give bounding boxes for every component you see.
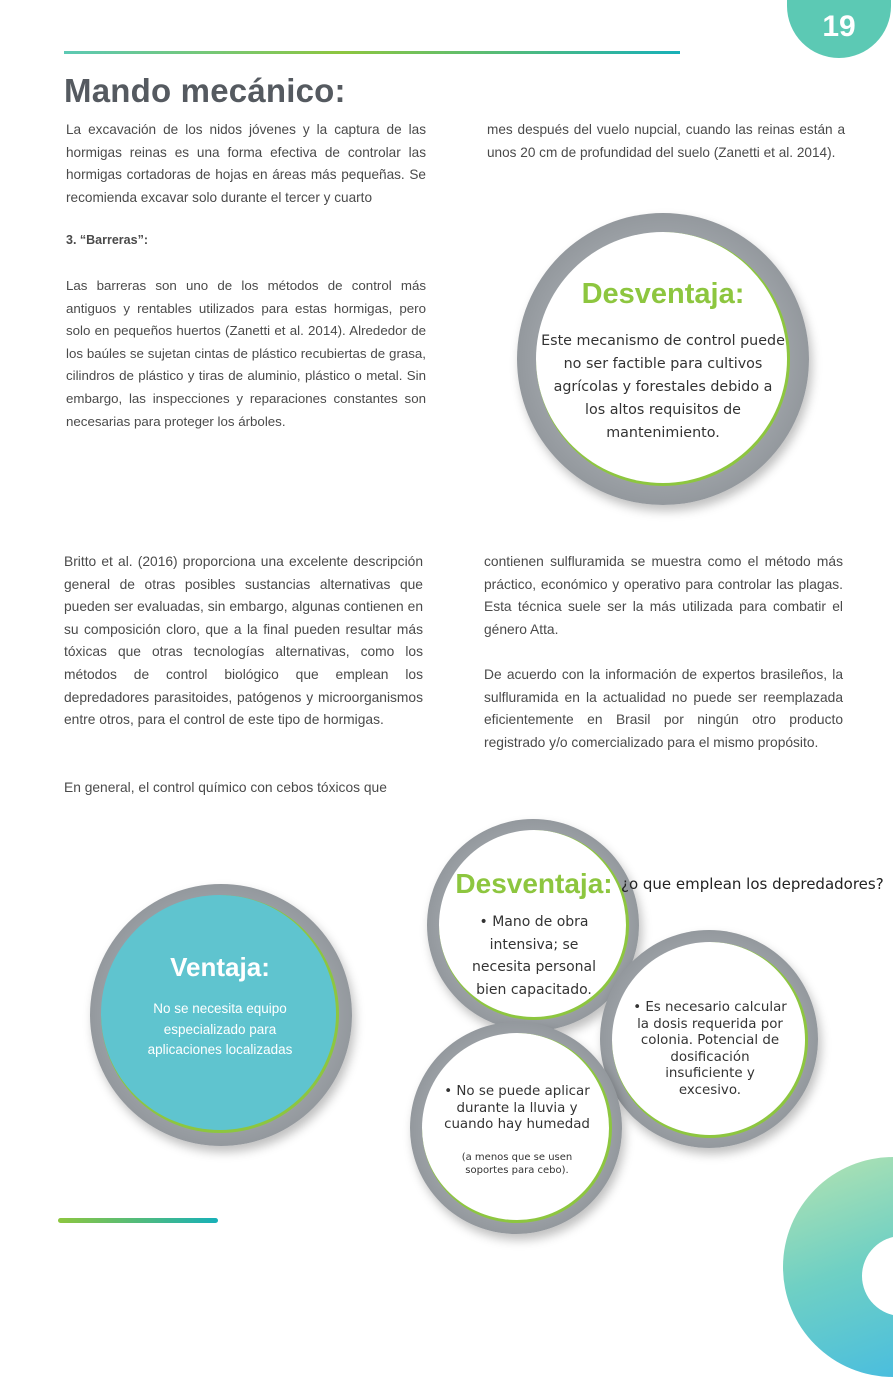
- disadvantage-3-line: insuficiente y: [665, 1066, 755, 1081]
- body-left-paragraph-2: En general, el control químico con cebos tóxicos que: [64, 780, 387, 795]
- top-divider: [64, 51, 680, 54]
- body-right-paragraph-1: contienen sulfluramida se muestra como el método más práctico, económico y operativo para controlar las plagas. Esta técnica suele ser la más utilizada para combatir el género Atta.: [484, 554, 843, 637]
- advantage-text: [118, 999, 322, 1061]
- disadvantage-2-title: Desventaja:: [455, 868, 613, 899]
- disadvantage-2-line: bien capacitado.: [476, 981, 592, 998]
- disadvantage-4-text: [422, 1084, 612, 1134]
- page-number-tab: [787, 0, 891, 58]
- disadvantage-1-line: agrícolas y forestales debido a: [553, 379, 773, 395]
- disadvantage-1-line: no ser factible para cultivos: [563, 356, 763, 372]
- disadvantage-3-line: dosificación: [670, 1049, 750, 1065]
- body-left-paragraph-1: Britto et al. (2016) proporciona una excelente descripción general de otras posibles sustancias alternativas que pueden ser evaluadas, sin embargo, algunas contienen en su composición cloro, que a la final pueden resultar más tóxicas que otras tecnologías alternativas, como los métodos de control biológico que emplean los depredadores parasitoides, patógenos y microorganismos entre otros, para el control de este tipo de hormigas.: [64, 554, 423, 728]
- page-number: 19: [822, 10, 856, 43]
- disadvantage-1-title: Desventaja:: [581, 278, 745, 310]
- body-right-paragraph-2: De acuerdo con la información de expertos brasileños, la sulfluramida en la actualidad no puede ser reemplazada eficientemente en Brasil por ningún otro producto registrado y/o comercializado para el mismo propósito.: [484, 667, 843, 750]
- disadvantage-1-line: los altos requisitos de: [585, 402, 741, 418]
- disadvantage-2-line: intensiva; se: [489, 936, 579, 953]
- bottom-divider: [58, 1218, 218, 1223]
- intro-right-paragraph: mes después del vuelo nupcial, cuando las reinas están a unos 20 cm de profundidad del suelo (Zanetti et al. 2014).: [487, 122, 845, 160]
- overlay-question-text: ¿o que emplean los depredadores?: [621, 875, 884, 893]
- advantage-line: aplicaciones localizadas: [147, 1042, 293, 1057]
- disadvantage-3-line: • Es necesario calcular: [633, 1000, 787, 1015]
- advantage-line: especializado para: [163, 1021, 277, 1037]
- disadvantage-2-line: necesita personal: [472, 959, 596, 975]
- disadvantage-1-line: mantenimiento.: [606, 425, 720, 441]
- disadvantage-4-line: • No se puede aplicar: [444, 1084, 590, 1099]
- disadvantage-3-line: colonia. Potencial de: [640, 1033, 780, 1048]
- advantage-title: Ventaja:: [170, 952, 270, 982]
- disadvantage-2-text: [439, 911, 629, 1001]
- disadvantage-1-line: Este mecanismo de control puede: [541, 333, 785, 349]
- barriers-paragraph: Las barreras son uno de los métodos de control más antiguos y rentables utilizados para estas hormigas, pero solo en pequeños huertos (Zanetti et al. 2014). Alrededor de los baúles se sujetan cintas de plástico recubiertas de grasa, cilindros de plástico y tiras de aluminio, plástico o metal. Sin embargo, las inspecciones y reparaciones constantes son necesarias para proteger los árboles.: [66, 278, 426, 429]
- disadvantage-1-text: [530, 330, 796, 445]
- disadvantage-4-note-line: soportes para cebo).: [465, 1164, 569, 1176]
- disadvantage-2-line: • Mano de obra: [479, 914, 589, 930]
- disadvantage-3-text: [612, 1000, 808, 1099]
- advantage-line: No se necesita equipo: [153, 1001, 287, 1016]
- disadvantage-3-line: la dosis requerida por: [637, 1016, 783, 1032]
- intro-left-paragraph: La excavación de los nidos jóvenes y la captura de las hormigas reinas es una forma efectiva de controlar las hormigas cortadoras de hojas en áreas más pequeñas. Se recomienda excavar solo durante el tercer y cuarto: [66, 122, 426, 205]
- disadvantage-3-line: excesivo.: [678, 1082, 742, 1098]
- section-title: Mando mecánico:: [64, 72, 346, 109]
- barriers-heading: 3. “Barreras”:: [66, 233, 148, 247]
- disadvantage-4-line: durante la lluvia y: [456, 1100, 578, 1116]
- disadvantage-4-note-line: (a menos que se usen: [461, 1152, 573, 1163]
- disadvantage-4-note: [422, 1152, 612, 1177]
- disadvantage-4-line: cuando hay humedad: [444, 1117, 590, 1132]
